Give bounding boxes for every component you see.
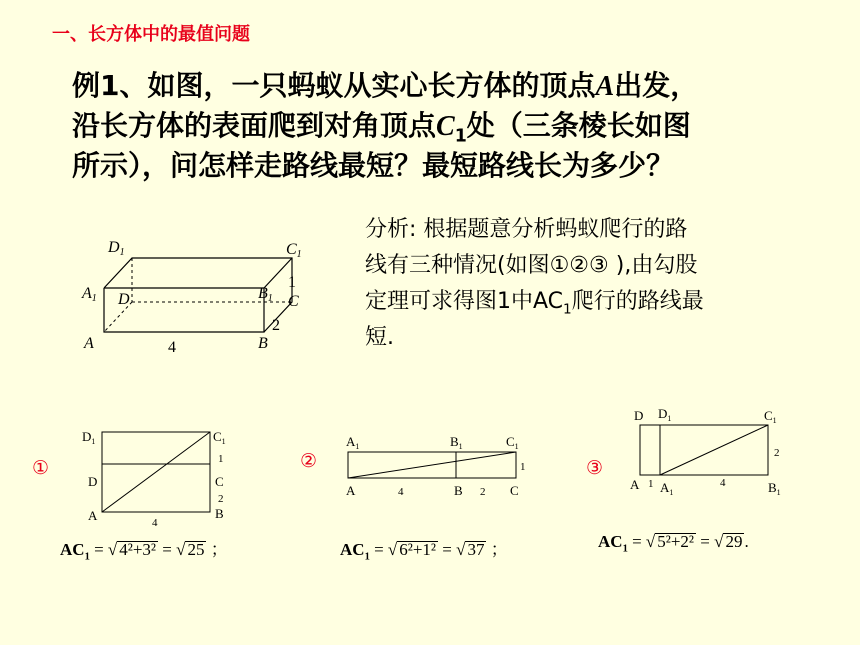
label-c1: $C_1$: [764, 408, 777, 425]
formula-2: $AC_1$ = √ 6²+1² = √ 37 ；: [340, 540, 508, 563]
subscript: 1: [563, 301, 572, 318]
path-ac1: [660, 425, 768, 475]
edge-length-4: 4: [168, 339, 176, 356]
analysis-line-3: [365, 284, 704, 317]
length-2: 2: [480, 486, 486, 498]
analysis-line-1: 分析: 根据题意分析蚂蚁爬行的路: [365, 217, 688, 242]
label-a: A: [346, 483, 356, 498]
figure-3-net: [624, 404, 794, 499]
label-c: C: [215, 474, 224, 489]
label-c1: $C_1$: [506, 434, 519, 451]
label-c: C: [288, 293, 299, 310]
formula-1: $AC_1$ = √ 4²+3² = √ 25 ；: [60, 540, 228, 563]
label-b: B: [215, 506, 224, 521]
label-b: B: [258, 335, 268, 352]
analysis-text: 爬行的路线最: [571, 289, 704, 314]
label-c1: $C_1$: [213, 429, 226, 446]
problem-line-1: [72, 64, 698, 104]
figure-2-net: [336, 428, 536, 503]
problem-text: 沿长方体的表面爬到对角顶点: [72, 109, 437, 142]
label-b1: $B_1$: [450, 434, 463, 451]
path-ac1: [102, 432, 210, 512]
length-2: 2: [774, 447, 780, 459]
cuboid-diagram: [80, 232, 320, 357]
label-b1: $B_1$: [768, 480, 781, 497]
analysis-text: 定理可求得图1中AC: [365, 289, 564, 314]
label-b: B: [454, 483, 463, 498]
edge-length-1: 1: [288, 274, 296, 291]
label-d: D: [634, 408, 644, 423]
analysis-line-2: 线有三种情况(如图①②③ ),由勾股: [365, 253, 698, 278]
length-4: 4: [720, 477, 726, 489]
analysis-line-4: 短.: [365, 325, 394, 350]
length-2: 2: [218, 493, 224, 505]
length-4: 4: [152, 517, 158, 529]
label-a1: $A_1$: [346, 434, 360, 451]
label-d1: $D_1$: [82, 429, 96, 446]
label-b1: B1: [258, 285, 273, 304]
problem-text: 出发，: [614, 69, 699, 102]
section-title: 一、长方体中的最值问题: [52, 24, 250, 45]
label-d: D: [118, 291, 130, 308]
formula-3: $AC_1$ = √ 5²+2² = √ 29 .: [598, 532, 749, 555]
problem-line-3: 所示），问怎样走路线最短？最短路线长为多少？: [72, 149, 675, 182]
label-c: C: [510, 483, 519, 498]
label-a: A: [84, 335, 94, 352]
problem-text: 处（三条棱长如图: [466, 109, 691, 142]
subscript: 1: [454, 126, 467, 147]
length-1: 1: [520, 461, 526, 473]
label-a: A: [88, 508, 98, 523]
length-1: 1: [648, 478, 654, 490]
edge-length-2: 2: [272, 317, 280, 334]
label-a: A: [630, 477, 640, 492]
length-1: 1: [218, 453, 224, 465]
label-c1: C1: [286, 241, 302, 260]
figure-2-marker: ②: [300, 450, 318, 472]
label-d1: D1: [108, 239, 125, 258]
figure-3-marker: ③: [586, 457, 604, 479]
figure-1-net: [78, 424, 248, 532]
vertex-c1: C: [436, 111, 455, 142]
label-d: D: [88, 474, 98, 489]
vertex-a: A: [595, 71, 615, 102]
figure-1-marker: ①: [32, 457, 50, 479]
path-ac1: [348, 452, 516, 478]
problem-line-2: [72, 104, 691, 147]
problem-text: 例1、如图，一只蚂蚁从实心长方体的顶点: [72, 69, 596, 102]
label-d1: $D_1$: [658, 406, 672, 423]
label-a1: $A_1$: [660, 480, 674, 497]
length-4: 4: [398, 486, 404, 498]
label-a1: A1: [82, 285, 97, 304]
